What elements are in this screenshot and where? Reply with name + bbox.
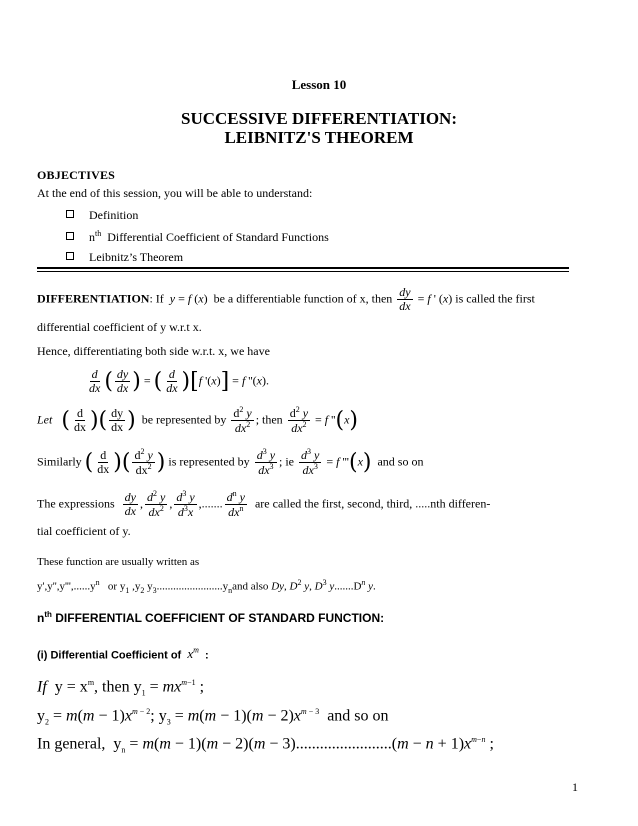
page-title-line1: SUCCESSIVE DIFFERENTIATION: [181,109,457,128]
square-bullet-icon [66,210,74,218]
differentiation-definition: DIFFERENTIATION: If y = f (x) be a differentiable function of x, then $\frac{dy}{dx}$ = f ' (x) is called the first [37,285,535,314]
differentiation-line3: Hence, differentiating both side w.r.t. x, we have [37,344,270,358]
usually-written: These function are usually written as [37,556,200,568]
equation-general: In general, $y_n = m(m - 1)(m - 2)(m - 3)........................(m - n + 1)x^{m-n}$ ; [37,735,494,755]
objectives-heading: OBJECTIVES [37,168,116,182]
section-i-heading: (i) Differential Coefficient of $x^m$ : [37,646,209,662]
lesson-label: Lesson 10 [291,77,347,92]
equation-second-derivative: $\frac{d}{dx}$ ( $\frac{dy}{dx}$ ) = ( $\frac{d}{dx}$ )[f '(x)] = f ''(x). [89,367,269,396]
list-item: Definition [66,208,138,223]
square-bullet-icon [66,252,74,260]
equation-if: If $y = x^m$, then $y_1 = mx^{m-1}$ ; [37,678,205,698]
nth-heading: $n^{th}$ DIFFERENTIAL COEFFICIENT OF STANDARD FUNCTION: [37,610,385,625]
list-item: Leibnitz’s Theorem [66,250,183,265]
page-title-line2: LEIBNITZ'S THEOREM [224,128,414,147]
equation-let: Let ( $\frac{d}{dx}$ )( $\frac{dy}{dx}$ ) be represented by $\frac{d^2 y}{dx^2}$ ; then $\frac{d^2 y}{dx^2}$ = f ''(x) [37,405,358,436]
divider [37,271,569,272]
divider [37,267,569,269]
page-number: 1 [572,780,578,794]
notation-line: $y',y'',y''',......y^n$ or $y_1$ $,y_2$ $y_3........................y_nand$ also Dy, $D^2$ y, $D^3$ $y.......D^n$ y. [37,578,376,595]
differentiation-line2: differential coefficient of y w.r.t x. [37,320,202,334]
equation-y2-y3: $y_2 = m(m - 1)x^{m - 2}$; $y_3 = m(m - 1)(m - 2)x^{m - 3}$ and so on [37,707,389,727]
expressions-line2: tial coefficient of y. [37,524,131,538]
list-item: $n^{th}$ Differential Coefficient of Standard Functions [66,229,329,245]
expressions-line: The expressions $\frac{dy}{dx}$ , $\frac{d^2 y}{dx^2}$ , $\frac{d^3 y}{d^3x}$ ,....... $\frac{d^n y}{dx^n}$ are called the first, second, third, .....nth differen- [37,489,491,520]
objectives-intro: At the end of this session, you will be able to understand: [37,186,313,200]
equation-similarly: Similarly ( $\frac{d}{dx}$ )( $\frac{d^2 y}{dx^2}$ ) is represented by $\frac{d^3 y}{dx^3}$ ; ie $\frac{d^3 y}{dx^3}$ = f '''(x) and so on [37,447,424,478]
square-bullet-icon [66,232,74,240]
